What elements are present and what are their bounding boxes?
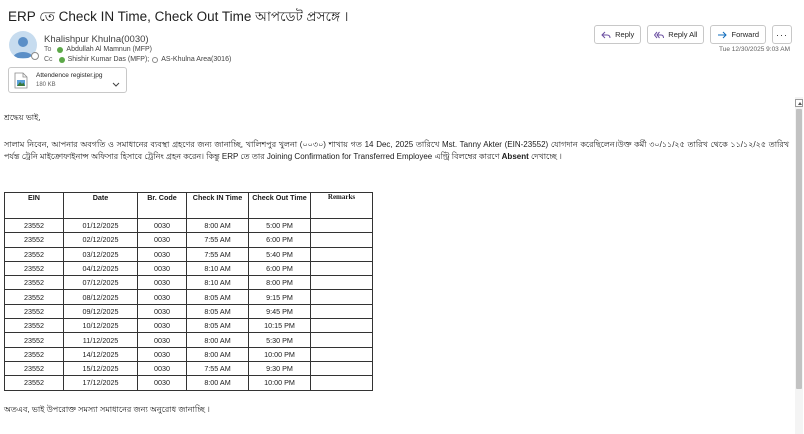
- more-actions-button[interactable]: ···: [772, 25, 792, 44]
- cell-ein: 23552: [5, 247, 64, 261]
- cc-recipient-1[interactable]: Shishir Kumar Das (MFP);: [67, 56, 150, 63]
- cell-date: 14/12/2025: [64, 347, 138, 361]
- cell-br-code: 0030: [138, 347, 187, 361]
- cell-check-in: 8:00 AM: [187, 219, 249, 233]
- table-row: [5, 261, 373, 275]
- cell-br-code: 0030: [138, 304, 187, 318]
- cell-remarks: [311, 333, 373, 347]
- cell-check-in: 7:55 AM: [187, 361, 249, 375]
- reply-label: Reply: [615, 30, 635, 39]
- table-row: [5, 247, 373, 261]
- reply-arrow-icon: [601, 30, 611, 40]
- closing-text: অতএব, ভাই উপরোক্ত সমস্যা সমাধানের জন্য অনুরোধ জানাচ্ছি ।: [4, 405, 210, 414]
- presence-status-icon: [31, 52, 39, 60]
- cell-br-code: 0030: [138, 376, 187, 390]
- cell-check-out: 8:00 PM: [249, 276, 311, 290]
- cell-date: 10/12/2025: [64, 319, 138, 333]
- cell-remarks: [311, 361, 373, 375]
- cell-br-code: 0030: [138, 333, 187, 347]
- presence-available-icon: [59, 57, 65, 63]
- body-paragraph-main: সালাম নিবেন, আপনার অবগতি ও সমাধানের ব্যবস্থা গ্রহণের জন্য জানাচ্ছি, খালিশপুর খুলনা (০০৩০) শাখায় গত 14 Dec, 2025 তারিখে Mst. Tanny Akter (EIN-23552) যোগদান করেছিলেন।উক্ত কর্মী ৩০/১১/২৫ তারিখ থেকে ১১/১২/২৫ তারিখ পর্যন্ত ট্রেনি মাইক্রোফাইনান্স অফিসার হিসাবে ট্রেনিং গ্রহন করেন। কিন্তু ERP তে তার Joining Confirmation for Transferred Employee এন্ট্রি বিলম্বের কারণে: [4, 140, 789, 162]
- sender-name[interactable]: Khalishpur Khulna(0030): [44, 34, 149, 45]
- cc-label: Cc: [44, 56, 53, 63]
- reply-all-button[interactable]: [647, 25, 704, 44]
- scroll-up-arrow-icon[interactable]: [795, 99, 803, 107]
- cell-check-out: 5:00 PM: [249, 219, 311, 233]
- cell-check-in: 7:55 AM: [187, 233, 249, 247]
- cell-br-code: 0030: [138, 247, 187, 261]
- cell-remarks: [311, 219, 373, 233]
- cell-check-in: 7:55 AM: [187, 247, 249, 261]
- sent-date: Tue 12/30/2025 9:03 AM: [719, 46, 790, 53]
- cell-check-out: 5:30 PM: [249, 333, 311, 347]
- attendance-table: [4, 192, 373, 391]
- cell-remarks: [311, 261, 373, 275]
- cell-ein: 23552: [5, 261, 64, 275]
- cell-check-in: 8:00 AM: [187, 376, 249, 390]
- cell-br-code: 0030: [138, 361, 187, 375]
- attachment-card[interactable]: [8, 67, 127, 93]
- cell-br-code: 0030: [138, 319, 187, 333]
- cell-remarks: [311, 304, 373, 318]
- cell-check-out: 9:45 PM: [249, 304, 311, 318]
- cell-check-in: 8:05 AM: [187, 290, 249, 304]
- cell-check-in: 8:10 AM: [187, 261, 249, 275]
- cell-date: 02/12/2025: [64, 233, 138, 247]
- cell-remarks: [311, 276, 373, 290]
- cell-remarks: [311, 290, 373, 304]
- cc-recipients: [44, 56, 231, 63]
- to-recipients: [44, 46, 152, 53]
- chevron-down-icon[interactable]: [112, 75, 120, 83]
- table-row: [5, 219, 373, 233]
- cell-check-in: 8:10 AM: [187, 276, 249, 290]
- header-check-out: Check Out Time: [249, 193, 311, 219]
- cell-br-code: 0030: [138, 233, 187, 247]
- scroll-thumb[interactable]: [796, 109, 802, 389]
- reply-all-label: Reply All: [668, 30, 698, 39]
- cell-remarks: [311, 247, 373, 261]
- image-file-icon: [14, 72, 28, 89]
- cell-br-code: 0030: [138, 219, 187, 233]
- cell-br-code: 0030: [138, 290, 187, 304]
- message-actions: [594, 25, 792, 44]
- cell-remarks: [311, 376, 373, 390]
- to-recipient[interactable]: Abdullah Al Mamnun (MFP): [66, 46, 152, 53]
- table-row: [5, 319, 373, 333]
- cell-date: 11/12/2025: [64, 333, 138, 347]
- forward-arrow-icon: [717, 30, 727, 40]
- cell-br-code: 0030: [138, 261, 187, 275]
- cell-check-in: 8:05 AM: [187, 304, 249, 318]
- to-label: To: [44, 46, 52, 53]
- table-row: [5, 333, 373, 347]
- cell-ein: 23552: [5, 290, 64, 304]
- cell-check-in: 8:05 AM: [187, 319, 249, 333]
- table-row: [5, 376, 373, 390]
- cell-ein: 23552: [5, 347, 64, 361]
- reply-all-arrow-icon: [654, 30, 664, 40]
- cell-check-out: 6:00 PM: [249, 233, 311, 247]
- cell-date: 17/12/2025: [64, 376, 138, 390]
- forward-button[interactable]: [710, 25, 766, 44]
- cell-remarks: [311, 319, 373, 333]
- header-remarks: Remarks: [311, 193, 373, 219]
- cell-check-out: 9:30 PM: [249, 361, 311, 375]
- email-subject: ERP তে Check IN Time, Check Out Time আপডেট প্রসঙ্গে ।: [8, 9, 349, 24]
- cell-date: 09/12/2025: [64, 304, 138, 318]
- cell-check-out: 10:15 PM: [249, 319, 311, 333]
- cell-check-in: 8:00 AM: [187, 333, 249, 347]
- cell-date: 04/12/2025: [64, 261, 138, 275]
- cell-remarks: [311, 233, 373, 247]
- cell-ein: 23552: [5, 233, 64, 247]
- cc-recipient-2[interactable]: AS-Khulna Area(3016): [161, 56, 232, 63]
- attachment-name: Attendence register.jpg: [36, 72, 103, 79]
- cell-date: 15/12/2025: [64, 361, 138, 375]
- header-ein: EIN: [5, 193, 64, 219]
- cell-date: 07/12/2025: [64, 276, 138, 290]
- cell-check-out: 6:00 PM: [249, 261, 311, 275]
- forward-label: Forward: [731, 30, 759, 39]
- table-row: [5, 276, 373, 290]
- cell-check-out: 9:15 PM: [249, 290, 311, 304]
- cell-remarks: [311, 347, 373, 361]
- table-row: [5, 347, 373, 361]
- body-paragraph: [4, 139, 789, 164]
- table-header-row: [5, 193, 373, 219]
- presence-unknown-icon: [152, 57, 158, 63]
- cell-ein: 23552: [5, 319, 64, 333]
- cell-ein: 23552: [5, 276, 64, 290]
- header-check-in: Check IN Time: [187, 193, 249, 219]
- attachment-size: 180 KB: [36, 82, 56, 88]
- cell-date: 08/12/2025: [64, 290, 138, 304]
- cell-ein: 23552: [5, 376, 64, 390]
- cell-date: 01/12/2025: [64, 219, 138, 233]
- cell-ein: 23552: [5, 333, 64, 347]
- body-paragraph-end: দেখাচ্ছে ।: [531, 152, 562, 162]
- cell-check-out: 10:00 PM: [249, 347, 311, 361]
- table-row: [5, 304, 373, 318]
- reply-button[interactable]: [594, 25, 641, 44]
- cell-check-out: 10:00 PM: [249, 376, 311, 390]
- cell-ein: 23552: [5, 361, 64, 375]
- presence-available-icon: [57, 47, 63, 53]
- header-br-code: Br. Code: [138, 193, 187, 219]
- scrollbar[interactable]: [795, 97, 803, 434]
- header-date: Date: [64, 193, 138, 219]
- cell-check-in: 8:00 AM: [187, 347, 249, 361]
- table-row: [5, 233, 373, 247]
- table-row: [5, 290, 373, 304]
- cell-date: 03/12/2025: [64, 247, 138, 261]
- cell-br-code: 0030: [138, 276, 187, 290]
- table-row: [5, 361, 373, 375]
- cell-ein: 23552: [5, 304, 64, 318]
- greeting-text: শ্রদ্ধেয় ভাই,: [4, 113, 41, 122]
- body-paragraph-bold: Absent: [501, 152, 529, 162]
- cell-check-out: 5:40 PM: [249, 247, 311, 261]
- cell-ein: 23552: [5, 219, 64, 233]
